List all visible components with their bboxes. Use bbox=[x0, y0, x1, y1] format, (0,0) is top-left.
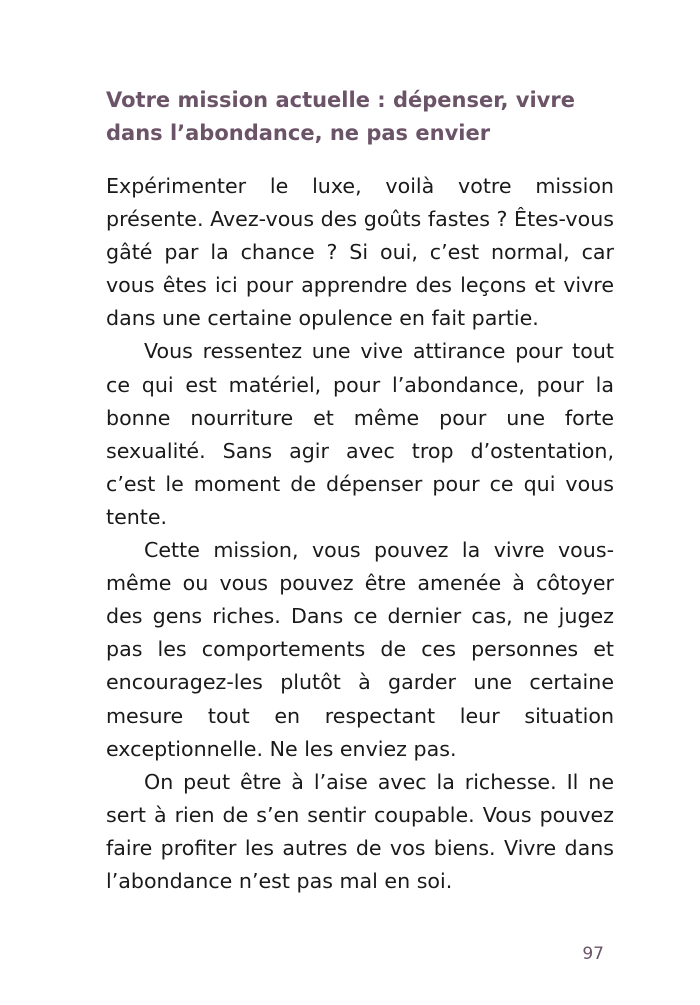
paragraph-2: Vous ressentez une vive attirance pour tout ce qui est matériel, pour l’abondance, pour la bonne nourriture et même pour une forte sexualité. Sans agir avec trop d’ostentation, c’est le moment de dépenser pour ce qui vous tente. bbox=[106, 339, 614, 529]
paragraph-3: Cette mission, vous pouvez la vivre vous-même ou vous pouvez être amenée à côtoyer des gens riches. Dans ce dernier cas, ne jugez pas les comportements de ces personnes et encouragez-les plutôt à garder une certaine mesure tout en respectant leur situation exceptionnelle. Ne les enviez pas. bbox=[106, 538, 614, 761]
paragraph-1: Expérimenter le luxe, voilà votre mission présente. Avez-vous des goûts fastes ? Êtes-vous gâté par la chance ? Si oui, c’est normal, car vous êtes ici pour apprendre des leçons et vivre dans une certaine opulence en fait partie. bbox=[106, 174, 614, 331]
body-text bbox=[106, 170, 614, 898]
paragraph-4: On peut être à l’aise avec la richesse. Il ne sert à rien de s’en sentir coupable. Vous pouvez faire profiter les autres de vos biens. Vivre dans l’abondance n’est pas mal en soi. bbox=[106, 769, 614, 893]
section-heading: Votre mission actuelle : dépenser, vivre dans l’abondance, ne pas envier bbox=[106, 88, 575, 145]
page-number: 97 bbox=[582, 944, 604, 964]
